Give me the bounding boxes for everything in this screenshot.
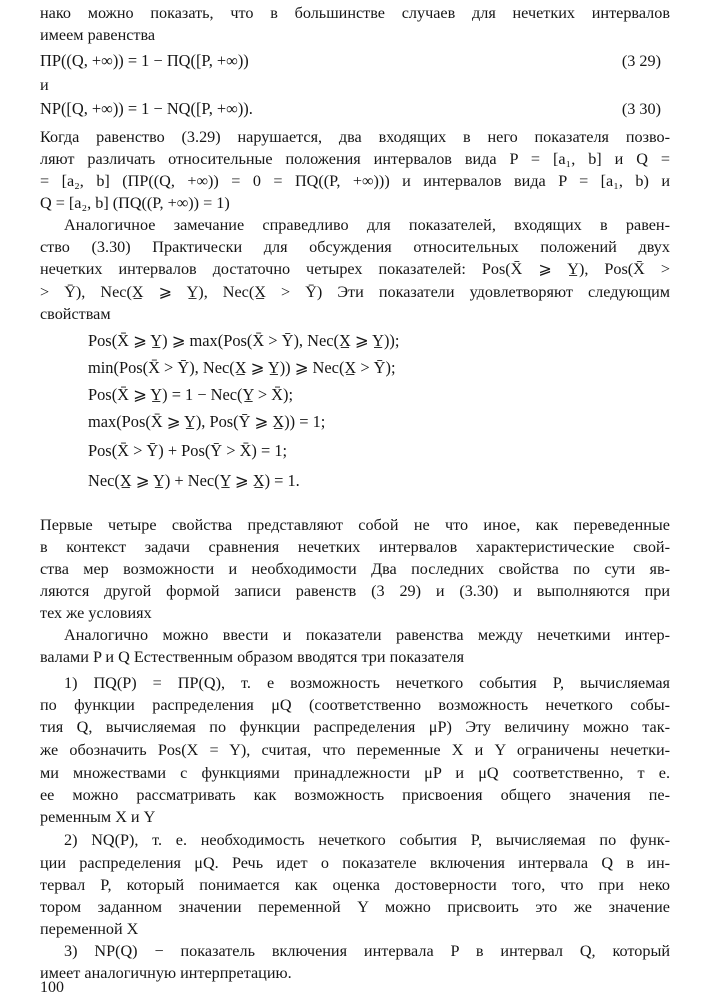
property-formula: min(Pos(X̄ > Ȳ), Nec(X̲ ⩾ Y̲)) ⩾ Nec(X̲ > Ȳ);: [88, 358, 396, 377]
equation-3-29: ΠP((Q, +∞)) = 1 − ΠQ([P, +∞)): [40, 51, 249, 70]
property-formula: max(Pos(X̄ ⩾ Y̲), Pos(Ȳ ⩾ X̲)) = 1;: [88, 412, 326, 431]
paragraph-line: ляют различать относительные положения интервалов вида P = [a₁, b] и Q =: [40, 150, 670, 168]
property-formula: Pos(X̄ > Ȳ) + Pos(Ȳ > X̄) = 1;: [88, 441, 288, 460]
paragraph-line: валами P и Q Естественным образом вводятся три показателя: [40, 648, 465, 666]
paragraph-line: Q = [a₂, b] (ΠQ((P, +∞)) = 1): [40, 194, 230, 212]
equation-number: (3 30): [621, 100, 661, 118]
list-item-line: же обозначить Pos(X = Y), считая, что переменные X и Y ограничены нечетки-: [40, 741, 670, 759]
list-item-line: тия Q, вычисляемая по функции распределения μP) Эту величину можно так-: [40, 718, 670, 736]
list-item-line: тором заданном значении переменной Y можно присвоить это же значение: [40, 898, 670, 916]
text-line: нако можно показать, что в большинстве случаев для нечетких интервалов: [40, 4, 670, 22]
text-line: имеем равенства: [40, 26, 156, 44]
paragraph-line: Аналогично можно ввести и показатели равенства между нечеткими интер-: [64, 626, 670, 644]
list-item-line: 1) ΠQ(P) = ΠP(Q), т. е возможность нечеткого события P, вычисляемая: [64, 674, 670, 692]
conjunction: и: [40, 76, 49, 94]
paragraph-line: в контекст задачи сравнения нечетких интервалов характеристические свой-: [40, 538, 670, 556]
list-item-line: 3) NP(Q) − показатель включения интервала P в интервал Q, который: [64, 942, 670, 960]
property-formula: Pos(X̄ ⩾ Y̲) = 1 − Nec(Y̲ > X̄);: [88, 385, 294, 404]
paragraph-line: ляются другой формой записи равенств (3 29) и (3.30) и выполняются при: [40, 582, 670, 600]
paragraph-line: ства мер возможности и необходимости Два последних свойства по сути яв-: [40, 560, 670, 578]
paragraph-line: нечетких интервалов достаточно четырех показателей: Pos(X̄ ⩾ Y̲), Pos(X̄ >: [40, 260, 670, 278]
paragraph-line: = [a₂, b] (ΠP((Q, +∞)) = 0 = ΠQ((P, +∞))) и интервалов вида P = [a₁, b) и: [40, 172, 670, 190]
list-item-line: 2) NQ(P), т. е. необходимость нечеткого события P, вычисляемая по функ-: [64, 831, 670, 849]
paragraph-line: Первые четыре свойства представляют собой не что иное, как переведенные: [40, 516, 670, 534]
list-item-line: по функции распределения μQ (соответственно возможность нечеткого собы-: [40, 696, 670, 714]
list-item-line: тервал P, который понимается как оценка достоверности того, что при неко: [40, 876, 670, 894]
list-item-line: ми множествами с функциями принадлежности μP и μQ соответственно, т е.: [40, 764, 670, 782]
list-item-line: имеет аналогичную интерпретацию.: [40, 964, 292, 982]
property-formula: Nec(X̲ ⩾ Y̲) + Nec(Y̲ ⩾ X̲) = 1.: [88, 471, 300, 490]
paragraph-line: Аналогичное замечание справедливо для показателей, входящих в равен-: [64, 216, 670, 234]
page-number: 100: [40, 979, 64, 996]
paragraph-line: > Ȳ), Nec(X̲ ⩾ Y̲), Nec(X̲ > Ȳ) Эти показатели удовлетворяют следующим: [40, 283, 670, 301]
equation-number: (3 29): [621, 52, 661, 70]
list-item-line: ее можно рассматривать как возможность присвоения общего значения пе-: [40, 786, 670, 804]
list-item-line: ременным X и Y: [40, 808, 156, 826]
list-item-line: переменной X: [40, 920, 139, 938]
paragraph-line: ство (3.30) Практически для обсуждения относительных положений двух: [40, 238, 670, 256]
list-item-line: ции распределения μQ. Речь идет о показателе включения интервала Q в ин-: [40, 854, 670, 872]
paragraph-line: свойствам: [40, 305, 111, 323]
paragraph-line: тех же условиях: [40, 604, 152, 622]
equation-3-30: NP([Q, +∞)) = 1 − NQ([P, +∞)).: [40, 99, 253, 118]
property-formula: Pos(X̄ ⩾ Y̲) ⩾ max(Pos(X̄ > Ȳ), Nec(X̲ ⩾ Y̲));: [88, 331, 400, 350]
paragraph-line: Когда равенство (3.29) нарушается, два входящих в него показателя позво-: [40, 128, 670, 146]
